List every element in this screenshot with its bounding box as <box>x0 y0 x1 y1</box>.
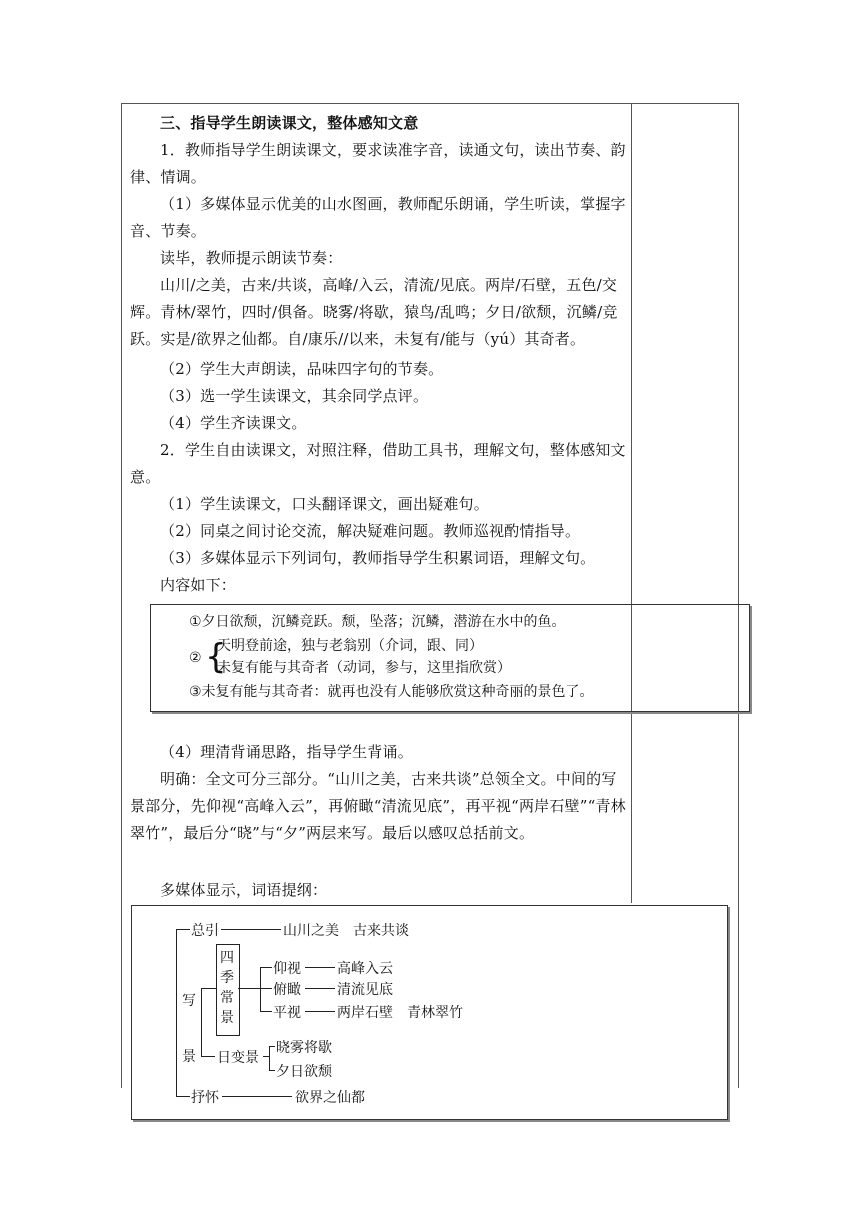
table-left-border <box>121 103 122 1088</box>
paragraph: （2）同桌之间讨论交流，解决疑难问题。教师巡视酌情指导。 <box>160 522 581 540</box>
outline-dash <box>305 988 335 989</box>
paragraph: 内容如下： <box>160 576 237 594</box>
outline-branch <box>238 988 260 989</box>
outline-xiaowu: 晓雾将歇 <box>276 1040 332 1056</box>
outline-siji-char: 常 <box>220 990 234 1006</box>
paragraph: 山川/之美，古来/共谈，高峰/入云，清流/见底。两岸/石壁，五色/交辉。青林/翠竹，四时/俱备。晓雾/将歇，猿鸟/乱鸣；夕日/欲颓，沉鳞/竞跃。实是/欲界之仙都。自/康乐//以来，未复有/能与（yú）其奇者。 <box>130 276 618 348</box>
vocab-line-2-marker: ② <box>189 650 202 666</box>
outline-branch <box>176 1096 190 1097</box>
outline-sub-bracket <box>269 1046 270 1070</box>
paragraph: （3）多媒体显示下列词句，教师指导学生积累词语，理解文句。 <box>160 549 596 567</box>
outline-dash <box>305 1011 335 1012</box>
paragraph: 2．学生自由读课文，对照注释，借助工具书，理解文句，整体感知文意。 <box>130 441 626 486</box>
vocab-brace: { <box>205 637 227 677</box>
paragraph: 明确：全文可分三部分。“山川之美，古来共谈”总领全文。中间的写景部分，先仰视“高峰入云”，再俯瞰“清流见底”，再平视“两岸石壁”“青林翠竹”，最后分“晓”与“夕”两层来写。最后以感叹总括前文。 <box>130 770 626 842</box>
table-top-border <box>121 103 738 104</box>
vocab-line-1: ①夕日欲颓，沉鳞竞跃。颓，坠落；沉鳞，潜游在水中的鱼。 <box>189 614 566 630</box>
outline-trunk <box>176 929 177 1096</box>
paragraph: 多媒体显示，词语提纲： <box>160 881 328 899</box>
outline-branch <box>222 1096 292 1097</box>
outline-zongyin: 总引 <box>191 923 219 939</box>
vocab-box <box>150 604 750 712</box>
outline-bracket <box>201 988 202 1056</box>
outline-pingshi-text: 两岸石壁 青林翠竹 <box>337 1005 463 1021</box>
outline-shuhuai-text: 欲界之仙都 <box>295 1090 365 1106</box>
vocab-line-3: ③未复有能与其奇者：就再也没有人能够欣赏这种奇丽的景色了。 <box>189 684 594 700</box>
vocab-line-2a: 天明登前途，独与老翁别（介词，跟、同） <box>217 638 483 654</box>
outline-branch <box>260 967 272 968</box>
table-middle-divider <box>631 103 632 903</box>
paragraph: （4）理清背诵思路，指导学生背诵。 <box>160 743 413 761</box>
paragraph: 1．教师指导学生朗读课文，要求读准字音，读通文句，读出节奏、韵律、情调。 <box>130 141 626 186</box>
outline-xie: 写 <box>182 993 196 1009</box>
outline-xiri: 夕日欲颓 <box>276 1064 332 1080</box>
outline-sub-bracket <box>260 967 261 1011</box>
outline-yangshi-text: 高峰入云 <box>337 961 393 977</box>
outline-branch <box>201 1056 215 1057</box>
paragraph: （2）学生大声朗读，品味四字句的节奏。 <box>160 360 444 378</box>
outline-pingshi: 平视 <box>273 1005 301 1021</box>
outline-jing: 景 <box>182 1049 196 1065</box>
paragraph: （3）选一学生读课文，其余同学点评。 <box>160 387 429 405</box>
paragraph: （4）学生齐读课文。 <box>160 414 307 432</box>
section-heading: 三、指导学生朗读课文，整体感知文意 <box>160 114 419 132</box>
outline-ribianjing: 日变景 <box>217 1050 259 1066</box>
paragraph: （1）学生读课文，口头翻译课文，画出疑难句。 <box>160 495 489 513</box>
table-right-border <box>738 103 739 1088</box>
outline-siji-char: 季 <box>220 970 234 986</box>
outline-branch <box>269 1070 275 1071</box>
outline-zongyin-text: 山川之美 古来共谈 <box>283 923 409 939</box>
outline-branch <box>201 988 216 989</box>
outline-shuhuai: 抒怀 <box>191 1090 219 1106</box>
outline-siji-char: 景 <box>220 1010 234 1026</box>
outline-fukan: 俯瞰 <box>273 982 301 998</box>
vocab-line-2b: 未复有能与其奇者（动词，参与，这里指欣赏） <box>217 660 511 676</box>
outline-branch <box>260 988 272 989</box>
outline-dash <box>305 967 335 968</box>
outline-branch <box>221 929 281 930</box>
outline-branch <box>260 1011 272 1012</box>
outline-branch <box>269 1046 275 1047</box>
outline-yangshi: 仰视 <box>273 961 301 977</box>
outline-siji-char: 四 <box>220 950 234 966</box>
outline-fukan-text: 清流见底 <box>337 982 393 998</box>
paragraph: 读毕，教师提示朗读节奏： <box>160 249 343 267</box>
paragraph: （1）多媒体显示优美的山水图画，教师配乐朗诵，学生听读，掌握字音、节奏。 <box>130 195 626 240</box>
outline-branch <box>176 929 190 930</box>
